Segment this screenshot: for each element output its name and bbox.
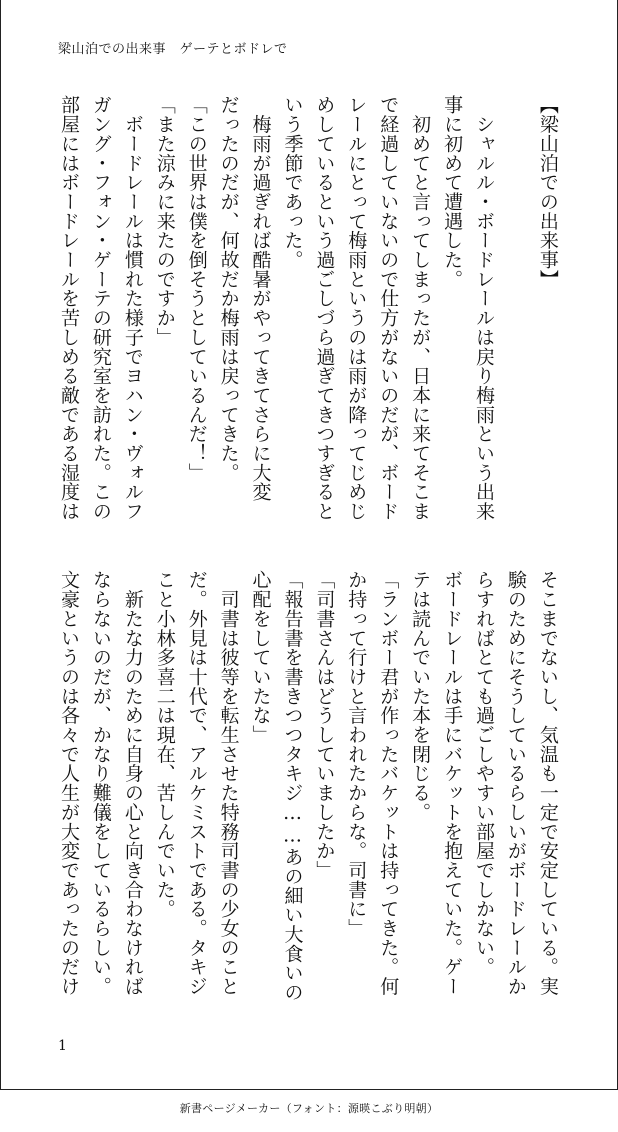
text-line: だ。外見は十代で、アルケミストである。タキジ [185, 570, 208, 996]
text-line: シャルル・ボードレールは戻り梅雨という出来 [472, 95, 495, 521]
text-line: 新たな力のために自身の心と向き合わなければ [121, 570, 144, 996]
text-line: ボードレールは手にバケットを抱えていた。ゲー [441, 570, 464, 996]
text-line: そこまでないし、気温も一定で安定している。実 [536, 570, 559, 996]
text-line: 文豪というのは各々で人生が大変であったのだけ [58, 570, 80, 996]
text-line: いう季節であった。 [281, 95, 304, 270]
lower-text-block [57, 570, 559, 1002]
text-line: 「ランボー君が作ったバケットは持ってきた。何 [377, 570, 400, 996]
text-line: 司書は彼等を転生させた特務司書の少女のこと [217, 570, 240, 996]
text-line: 梅雨が過ぎれば酷暑がやってきてさらに大変 [249, 95, 272, 502]
text-line: ならないのだが、かなり難儀をしているらしい。 [89, 570, 112, 996]
running-header: 梁山泊での出来事 ゲーテとボドレで [58, 42, 288, 57]
text-line: めしているという過ごしづら過ぎてきつすぎると [313, 95, 336, 521]
text-line: 「報告書を書きつつタキジ……あの細い大食いの [281, 570, 304, 1002]
text-line: ボードレールは慣れた様子でヨハン・ヴォルフ [121, 95, 144, 521]
text-line: 験のためにそうしているらしいがボードレールか [504, 570, 527, 996]
text-line: か持って行けと言われたからな。司書に」 [345, 570, 368, 938]
text-line [504, 95, 527, 520]
upper-text-block [57, 95, 559, 520]
text-line: 「この世界は僕を倒そうとしているんだ！」 [185, 95, 208, 482]
text-line: レールにとって梅雨というのは雨が降ってじめじ [345, 95, 368, 521]
footer-credit: 新書ページメーカー（フォント：源暎こぶり明朝） [179, 1102, 439, 1115]
text-line: 「司書さんはどうしていましたか」 [313, 570, 336, 880]
text-line: 部屋にはボードレールを苦しめる敵である湿度は [58, 95, 80, 521]
text-line: 心配をしていたな」 [249, 570, 272, 745]
text-line: テは読んでいた本を閉じる。 [409, 570, 432, 822]
text-line: 初めてと言ってしまったが、日本に来てそこま [409, 95, 432, 521]
text-line: 【梁山泊での出来事】 [536, 95, 559, 289]
page-number: 1 [58, 1038, 67, 1054]
text-line: で経過していないので仕方がないのだが、ボード [377, 95, 400, 521]
text-line: こと小林多喜二は現在、苦しんでいた。 [153, 570, 176, 919]
text-line: ガング・フォン・ゲーテの研究室を訪れた。この [89, 95, 112, 521]
text-line: だったのだが、何故だか梅雨は戻ってきた。 [217, 95, 240, 482]
text-line: 「また涼みに来たのですか」 [153, 95, 176, 347]
text-line: らすればとても過ごしやすい部屋でしかない。 [472, 570, 495, 977]
text-line: 事に初めて遭遇した。 [441, 95, 464, 289]
